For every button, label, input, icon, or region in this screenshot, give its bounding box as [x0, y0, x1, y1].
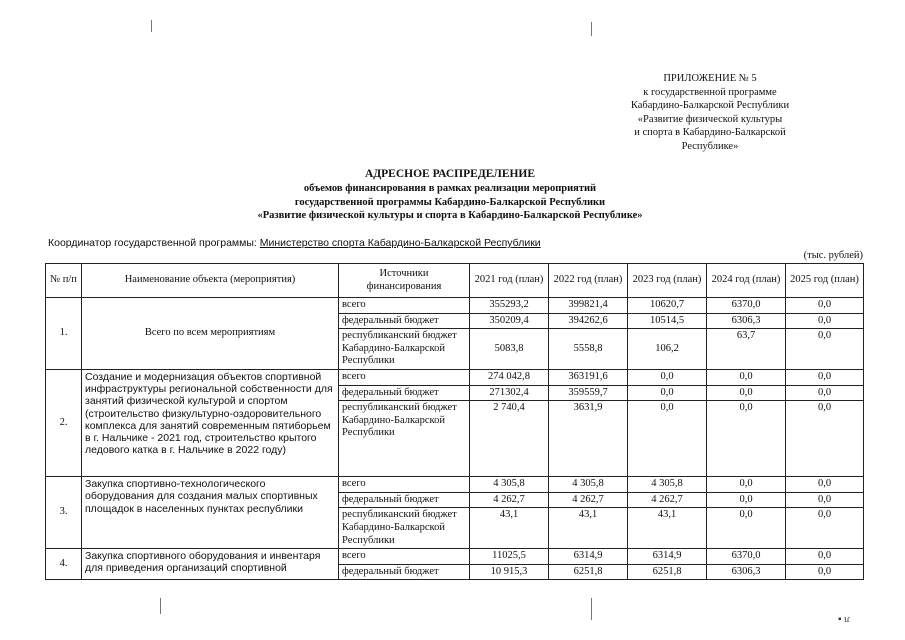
row-number: 3. — [46, 477, 82, 549]
value-cell: 0,0 — [786, 298, 864, 314]
document-heading — [150, 168, 750, 223]
source-cell: республиканский бюджет Кабардино-Балкарской Республики — [339, 508, 470, 549]
value-cell: 6251,8 — [628, 564, 707, 580]
value-cell: 106,2 — [628, 329, 707, 370]
header-num: № п/п — [46, 264, 82, 298]
value-cell: 6306,3 — [707, 313, 786, 329]
value-cell: 271302,4 — [470, 385, 549, 401]
value-cell: 6314,9 — [549, 549, 628, 565]
appendix-line: и спорта в Кабардино-Балкарской — [634, 127, 786, 139]
value-cell: 43,1 — [549, 508, 628, 549]
header-source: Источники финансирования — [339, 264, 470, 298]
table-row — [46, 549, 864, 565]
header-2023: 2023 год (план) — [628, 264, 707, 298]
source-cell: всего — [339, 369, 470, 385]
row-name: Закупка спортивно-технологического оборудования для создания малых спортивных площадок в населенных пунктах республики — [82, 477, 339, 549]
header-2025: 2025 год (план) — [786, 264, 864, 298]
value-cell: 0,0 — [628, 401, 707, 477]
document-title: АДРЕСНОЕ РАСПРЕДЕЛЕНИЕ — [364, 168, 536, 180]
value-cell: 0,0 — [786, 369, 864, 385]
value-cell: 0,0 — [786, 385, 864, 401]
value-cell: 0,0 — [707, 492, 786, 508]
scan-mark — [591, 598, 592, 620]
value-cell: 5558,8 — [549, 329, 628, 370]
value-cell: 6306,3 — [707, 564, 786, 580]
value-cell: 10 915,3 — [470, 564, 549, 580]
value-cell: 0,0 — [707, 385, 786, 401]
appendix-line: «Развитие физической культуры — [637, 113, 783, 125]
heading-line: объемов финансирования в рамках реализации мероприятий — [303, 182, 597, 194]
value-cell: 0,0 — [786, 329, 864, 370]
value-cell: 3631,9 — [549, 401, 628, 477]
heading-line: государственной программы Кабардино-Балкарской Республики — [294, 196, 606, 208]
value-cell: 4 305,8 — [549, 477, 628, 493]
source-cell: всего — [339, 298, 470, 314]
value-cell: 350209,4 — [470, 313, 549, 329]
table-row — [46, 298, 864, 314]
value-cell: 4 262,7 — [628, 492, 707, 508]
value-cell: 0,0 — [786, 508, 864, 549]
funding-table — [45, 263, 864, 580]
appendix-line: к государственной программе — [643, 86, 777, 98]
value-cell: 10620,7 — [628, 298, 707, 314]
source-cell: федеральный бюджет — [339, 385, 470, 401]
source-cell: всего — [339, 549, 470, 565]
value-cell: 5083,8 — [470, 329, 549, 370]
value-cell: 10514,5 — [628, 313, 707, 329]
value-cell: 6251,8 — [549, 564, 628, 580]
coordinator-line — [48, 237, 541, 249]
value-cell: 6314,9 — [628, 549, 707, 565]
row-number: 2. — [46, 369, 82, 476]
value-cell: 0,0 — [786, 549, 864, 565]
value-cell: 2 740,4 — [470, 401, 549, 477]
row-name: Закупка спортивного оборудования и инвентаря для приведения организаций спортивной — [82, 549, 339, 580]
table-header-row — [46, 264, 864, 298]
value-cell: 355293,2 — [470, 298, 549, 314]
header-name: Наименование объекта (мероприятия) — [82, 264, 339, 298]
source-cell: республиканский бюджет Кабардино-Балкарской Республики — [339, 401, 470, 477]
coordinator-label: Координатор государственной программы: — [48, 237, 260, 249]
value-cell: 0,0 — [707, 369, 786, 385]
header-2022: 2022 год (план) — [549, 264, 628, 298]
scan-mark — [160, 598, 161, 614]
source-cell: федеральный бюджет — [339, 313, 470, 329]
source-cell: республиканский бюджет Кабардино-Балкарской Республики — [339, 329, 470, 370]
row-number: 4. — [46, 549, 82, 580]
value-cell: 63,7 — [707, 329, 786, 370]
value-cell: 0,0 — [786, 401, 864, 477]
value-cell: 4 262,7 — [470, 492, 549, 508]
scan-mark — [151, 20, 152, 32]
table-row — [46, 477, 864, 493]
value-cell: 43,1 — [470, 508, 549, 549]
value-cell: 11025,5 — [470, 549, 549, 565]
table-row — [46, 369, 864, 385]
coordinator-value: Министерство спорта Кабардино-Балкарской Республики — [259, 237, 541, 249]
value-cell: 0,0 — [786, 313, 864, 329]
value-cell: 4 262,7 — [549, 492, 628, 508]
value-cell: 274 042,8 — [470, 369, 549, 385]
header-2021: 2021 год (план) — [470, 264, 549, 298]
row-name: Всего по всем мероприятиям — [82, 298, 339, 370]
source-cell: федеральный бюджет — [339, 492, 470, 508]
value-cell: 0,0 — [786, 477, 864, 493]
value-cell: 0,0 — [628, 385, 707, 401]
source-cell: федеральный бюджет — [339, 564, 470, 580]
scan-mark — [591, 22, 592, 36]
appendix-line: Кабардино-Балкарской Республики — [630, 100, 790, 112]
value-cell: 6370,0 — [707, 549, 786, 565]
value-cell: 43,1 — [628, 508, 707, 549]
value-cell: 0,0 — [707, 508, 786, 549]
row-number: 1. — [46, 298, 82, 370]
appendix-block — [600, 72, 820, 154]
value-cell: 0,0 — [786, 492, 864, 508]
appendix-line: ПРИЛОЖЕНИЕ № 5 — [663, 73, 757, 84]
heading-line: «Развитие физической культуры и спорта в Кабардино-Балкарской Республике» — [257, 210, 643, 222]
value-cell: 4 305,8 — [628, 477, 707, 493]
value-cell: 0,0 — [786, 564, 864, 580]
value-cell: 0,0 — [707, 401, 786, 477]
value-cell: 394262,6 — [549, 313, 628, 329]
value-cell: 363191,6 — [549, 369, 628, 385]
header-2024: 2024 год (план) — [707, 264, 786, 298]
value-cell: 359559,7 — [549, 385, 628, 401]
value-cell: 4 305,8 — [470, 477, 549, 493]
row-name: Создание и модернизация объектов спортивной инфраструктуры региональной собственности для занятий физической культурой и спортом (строительство физкультурно-оздоровительного комплекса для занятий современным пятиборьем в г. Нальчике - 2021 год, строительство крытого ледового катка в г. Нальчике в 2022 году) — [82, 369, 339, 476]
value-cell: 0,0 — [628, 369, 707, 385]
units-note: (тыс. рублей) — [803, 250, 863, 261]
value-cell: 0,0 — [707, 477, 786, 493]
value-cell: 399821,4 — [549, 298, 628, 314]
value-cell: 6370,0 — [707, 298, 786, 314]
source-cell: всего — [339, 477, 470, 493]
footer-marks: ▪ ɩɾ — [838, 614, 851, 625]
appendix-line: Республике» — [681, 140, 739, 152]
